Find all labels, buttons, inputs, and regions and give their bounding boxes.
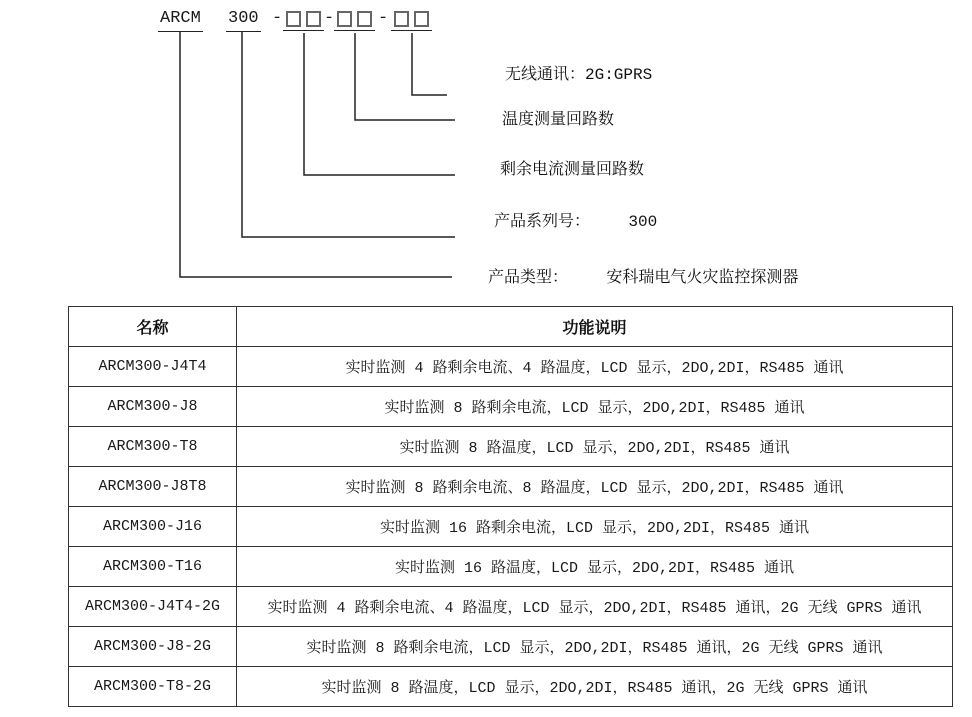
callout-label-series-number: 产品系列号： 300 <box>494 213 658 231</box>
model-separator-dash: - <box>272 9 283 28</box>
table-row <box>69 627 953 667</box>
model-name-cell: ARCM300-J8-2G <box>69 627 237 667</box>
model-name-cell: ARCM300-T8 <box>69 427 237 467</box>
model-name-cell: ARCM300-J8 <box>69 387 237 427</box>
table-row <box>69 387 953 427</box>
function-desc-cell: 实时监测 4 路剩余电流、4 路温度，LCD 显示，2DO,2DI，RS485 通讯，2G 无线 GPRS 通讯 <box>237 587 953 627</box>
function-desc-cell: 实时监测 16 路温度，LCD 显示，2DO,2DI，RS485 通讯 <box>237 547 953 587</box>
spec-table <box>68 306 953 707</box>
function-desc-cell: 实时监测 8 路温度，LCD 显示，2DO,2DI，RS485 通讯，2G 无线 GPRS 通讯 <box>237 667 953 707</box>
callout-label-temperature-loops: 温度测量回路数 <box>502 111 615 129</box>
callout-connector-lines <box>0 0 972 300</box>
model-name-cell: ARCM300-J16 <box>69 507 237 547</box>
function-desc-cell: 实时监测 8 路剩余电流，LCD 显示，2DO,2DI，RS485 通讯，2G 无线 GPRS 通讯 <box>237 627 953 667</box>
callout-label-residual-current-loops: 剩余电流测量回路数 <box>500 161 645 179</box>
model-separator-dash: - <box>324 9 335 28</box>
table-row <box>69 547 953 587</box>
table-row <box>69 667 953 707</box>
function-desc-cell: 实时监测 4 路剩余电流、4 路温度，LCD 显示，2DO,2DI，RS485 通讯 <box>237 347 953 387</box>
model-name-cell: ARCM300-J4T4-2G <box>69 587 237 627</box>
table-row <box>69 587 953 627</box>
table-header-row <box>69 307 953 347</box>
model-prefix-text: ARCM <box>158 8 203 32</box>
model-name-cell: ARCM300-J8T8 <box>69 467 237 507</box>
connector-series-number <box>242 32 455 237</box>
connector-wireless <box>412 33 447 95</box>
model-name-cell: ARCM300-T16 <box>69 547 237 587</box>
model-name-cell: ARCM300-J4T4 <box>69 347 237 387</box>
connector-temperature <box>355 33 455 120</box>
model-separator-dash: - <box>378 9 389 28</box>
callout-label-product-type: 产品类型： 安科瑞电气火灾监控探测器 <box>488 269 799 287</box>
callout-label-wireless: 无线通讯：2G:GPRS <box>505 66 653 84</box>
function-desc-cell: 实时监测 8 路剩余电流，LCD 显示，2DO,2DI，RS485 通讯 <box>237 387 953 427</box>
connector-residual-current <box>304 33 455 175</box>
header-name: 名称 <box>69 307 237 347</box>
table-row <box>69 507 953 547</box>
function-desc-cell: 实时监测 16 路剩余电流，LCD 显示，2DO,2DI，RS485 通讯 <box>237 507 953 547</box>
model-series-text: 300 <box>226 8 261 32</box>
table-row <box>69 427 953 467</box>
header-function-desc: 功能说明 <box>237 307 953 347</box>
function-desc-cell: 实时监测 8 路剩余电流、8 路温度，LCD 显示，2DO,2DI，RS485 通讯 <box>237 467 953 507</box>
table-row <box>69 347 953 387</box>
table-row <box>69 467 953 507</box>
function-desc-cell: 实时监测 8 路温度，LCD 显示，2DO,2DI，RS485 通讯 <box>237 427 953 467</box>
model-name-cell: ARCM300-T8-2G <box>69 667 237 707</box>
connector-product-type <box>180 32 452 277</box>
